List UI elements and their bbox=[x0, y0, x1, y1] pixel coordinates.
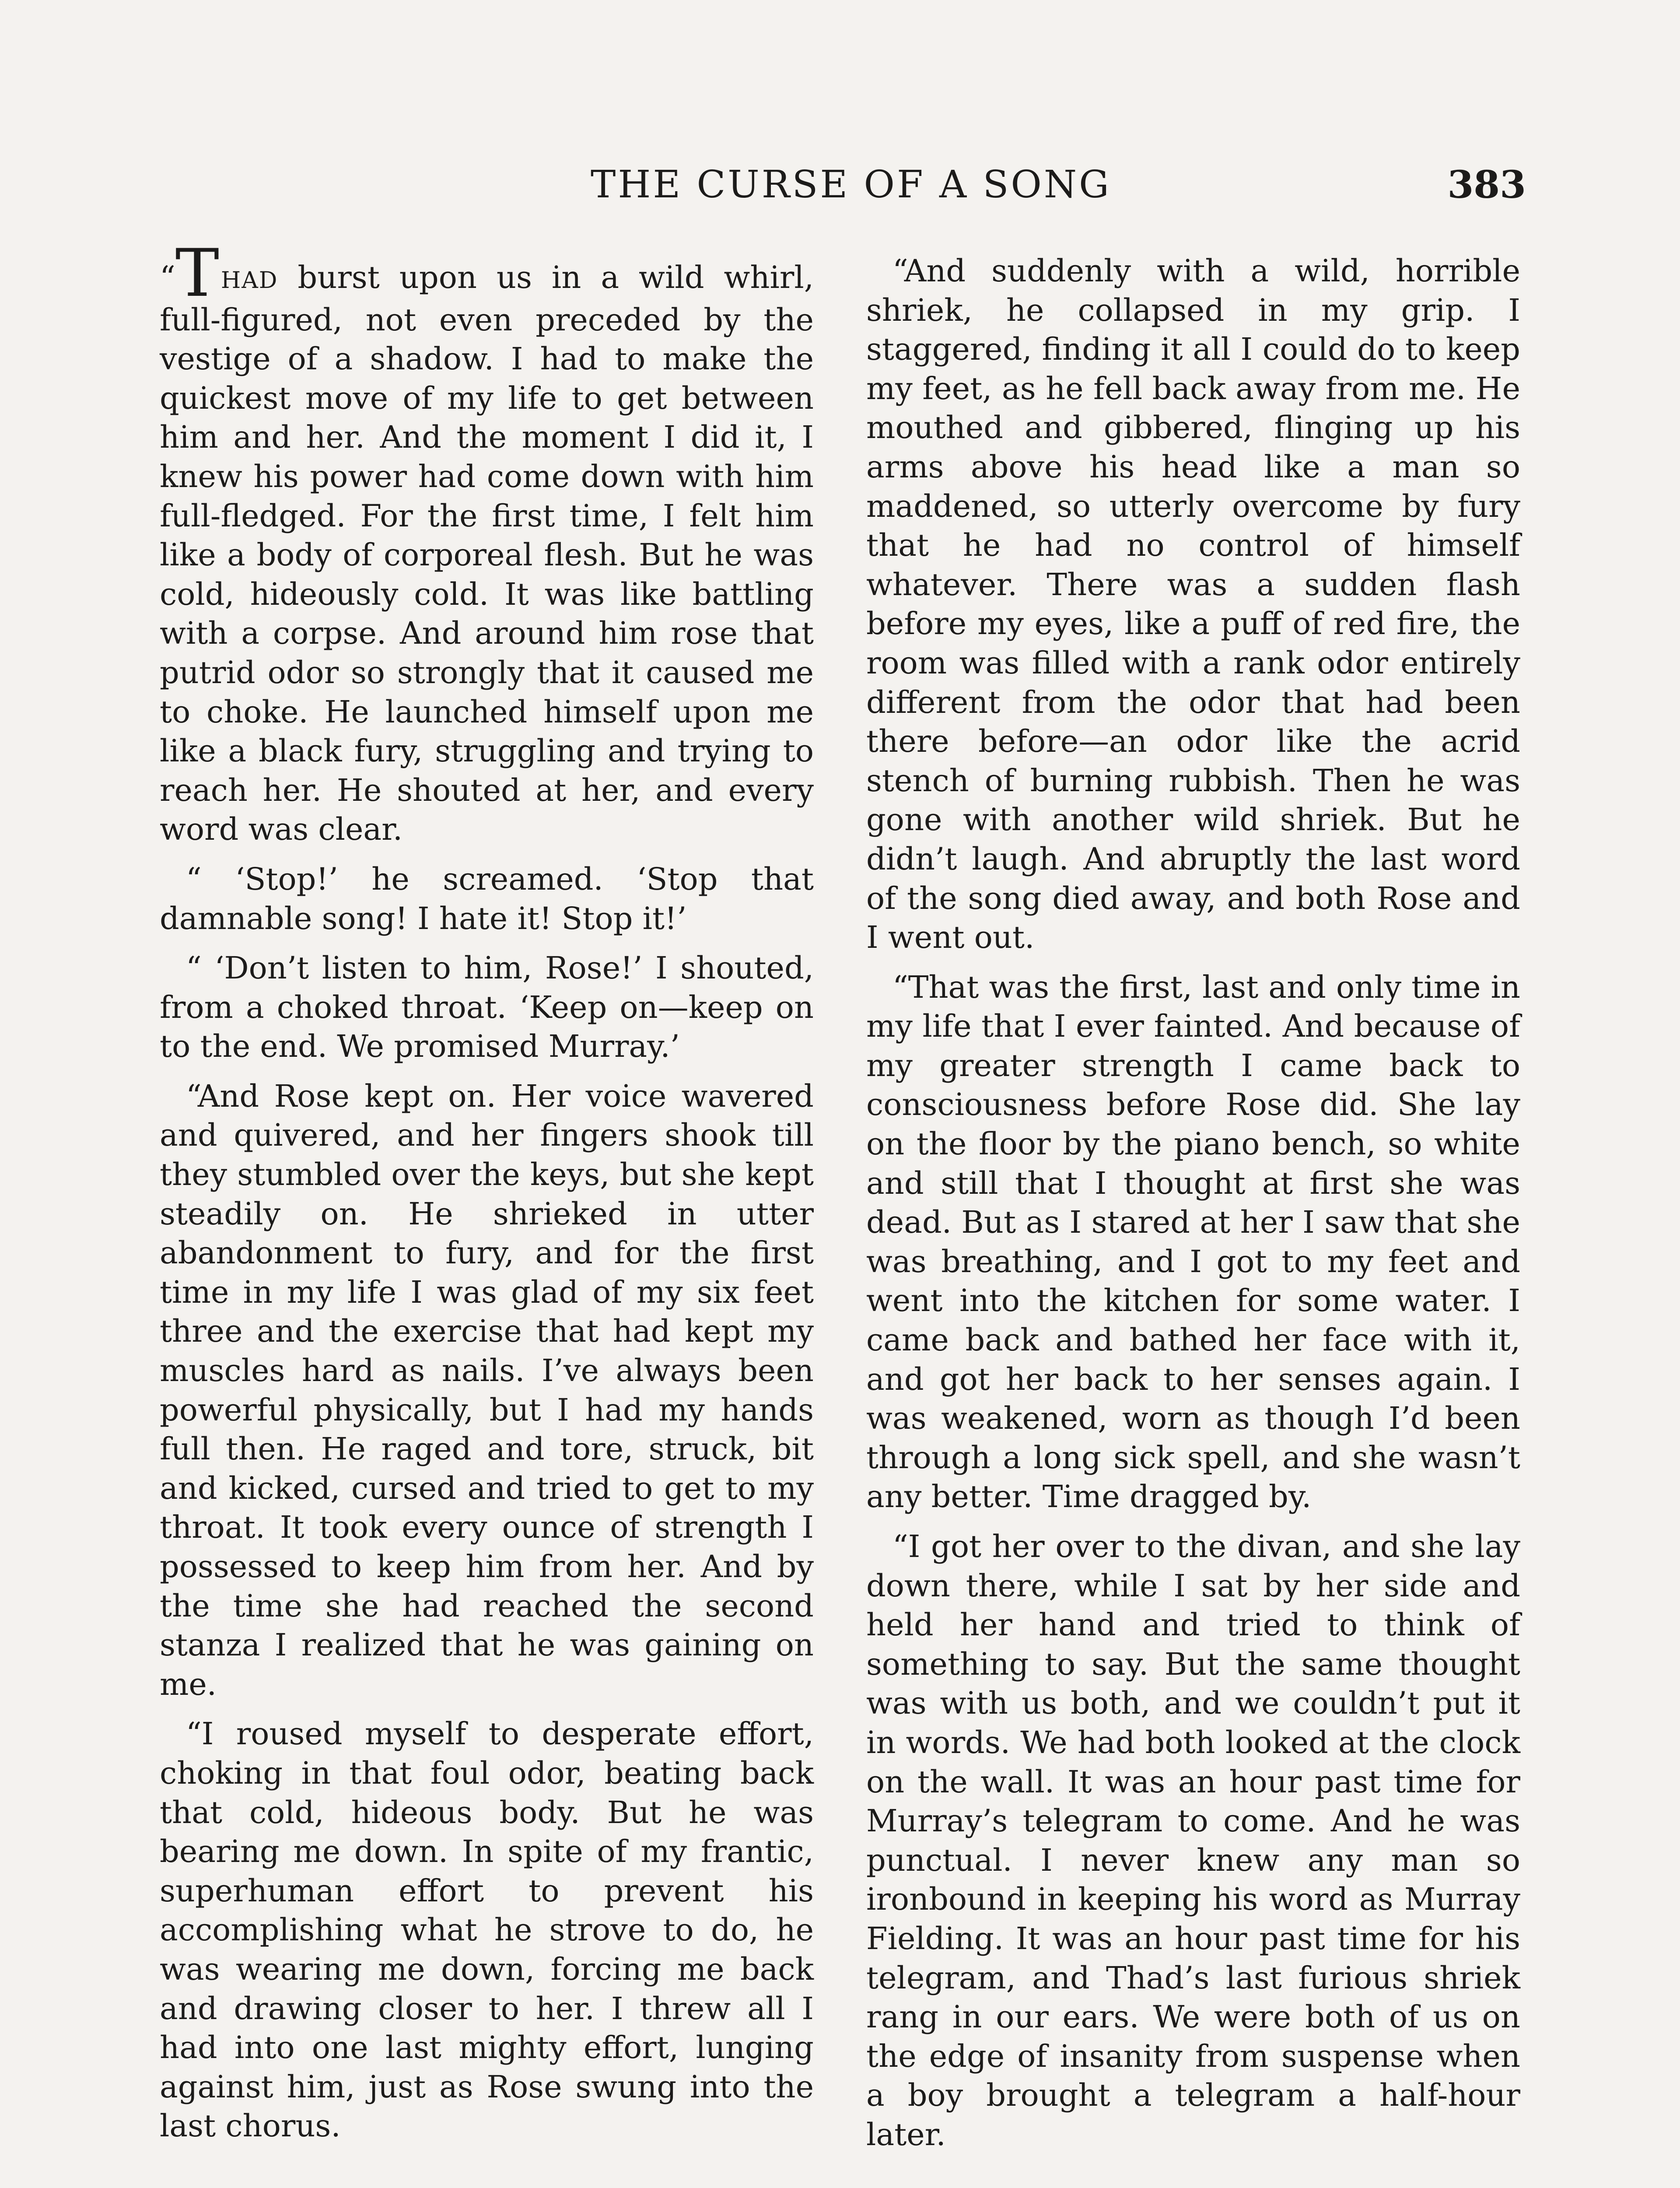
paragraph: “That was the first, last and only time in my life that I ever fainted. And because of my greater strength I came back to consciousness before Rose did. She lay on the floor by the piano bench, so white and still that I thought at first she was dead. But as I stared at her I saw that she was breathing, and I got to my feet and went into the kitchen for some water. I came back and bathed her face with it, and got her back to her senses again. I was weakened, worn as though I’d been through a long sick spell, and she wasn’t any better. Time dragged by. bbox=[866, 969, 1520, 1515]
paragraph: “I roused myself to desperate effort, choking in that foul odor, beating back that cold, hideous body. But he was bearing me down. In spite of my frantic, superhuman effort to prevent his accomplishing what he strove to do, he was wearing me down, forcing me back and drawing closer to her. I threw all I had into one last mighty effort, lunging against him, just as Rose swung into the last chorus. bbox=[160, 1716, 814, 2144]
paragraph: “And Rose kept on. Her voice wavered and quivered, and her fingers shook till they stumbled over the keys, but she kept steadily on. He shrieked in utter abandonment to fury, and for the first time in my life I was glad of my six feet three and the exercise that had kept my muscles hard as nails. I’ve always been powerful physically, but I had my hands full then. He raged and tore, struck, bit and kicked, cursed and tried to get to my throat. It took every ounce of strength I possessed to keep him from her. And by the time she had reached the second stanza I realized that he was gaining on me. bbox=[160, 1078, 814, 1702]
paragraph bbox=[160, 235, 814, 849]
opening-quote: “ bbox=[160, 259, 175, 295]
drop-cap: T bbox=[175, 235, 219, 312]
paragraph-text: burst upon us in a wild whirl, full-figured, not even preceded by the vestige of a shadow. I had to make the quickest move of my life to get between him and her. And the moment I did it, I knew his power had come down with him full-fledged. For the first time, I felt him like a body of corporeal flesh. But he was cold, hideously cold. It was like battling with a corpse. And around him rose that putrid odor so strongly that it caused me to choke. He launched himself upon me like a black fury, struggling and trying to reach her. He shouted at her, and every word was clear. bbox=[160, 259, 814, 848]
page-header bbox=[0, 163, 1680, 211]
right-column bbox=[866, 252, 1520, 2165]
paragraph: “I got her over to the divan, and she lay down there, while I sat by her side and held her hand and tried to think of something to say. But the same thought was with us both, and we couldn’t put it in words. We had both looked at the clock on the wall. It was an hour past time for Murray’s telegram to come. And he was punctual. I never knew any man so ironbound in keeping his word as Murray Fielding. It was an hour past time for his telegram, and Thad’s last furious shriek rang in our ears. We were both of us on the edge of insanity from suspense when a boy brought a telegram a half-hour later. bbox=[866, 1529, 1520, 2153]
page-number: 383 bbox=[1447, 163, 1526, 207]
running-title: THE CURSE OF A SONG bbox=[591, 163, 1111, 207]
left-column bbox=[160, 235, 814, 2156]
small-caps-word: HAD bbox=[220, 267, 278, 294]
paragraph: “ ‘Don’t listen to him, Rose!’ I shouted, from a choked throat. ‘Keep on—keep on to the end. We promised Murray.’ bbox=[160, 950, 814, 1065]
paragraph: “ ‘Stop!’ he screamed. ‘Stop that damnable song! I hate it! Stop it!’ bbox=[160, 861, 814, 936]
paragraph: “And suddenly with a wild, horrible shriek, he collapsed in my grip. I staggered, finding it all I could do to keep my feet, as he fell back away from me. He mouthed and gibbered, flinging up his arms above his head like a man so maddened, so utterly overcome by fury that he had no control of himself whatever. There was a sudden flash before my eyes, like a puff of red fire, the room was filled with a rank odor entirely different from the odor that had been there before—an odor like the acrid stench of burning rubbish. Then he was gone with another wild shriek. But he didn’t laugh. And abruptly the last word of the song died away, and both Rose and I went out. bbox=[866, 253, 1520, 956]
